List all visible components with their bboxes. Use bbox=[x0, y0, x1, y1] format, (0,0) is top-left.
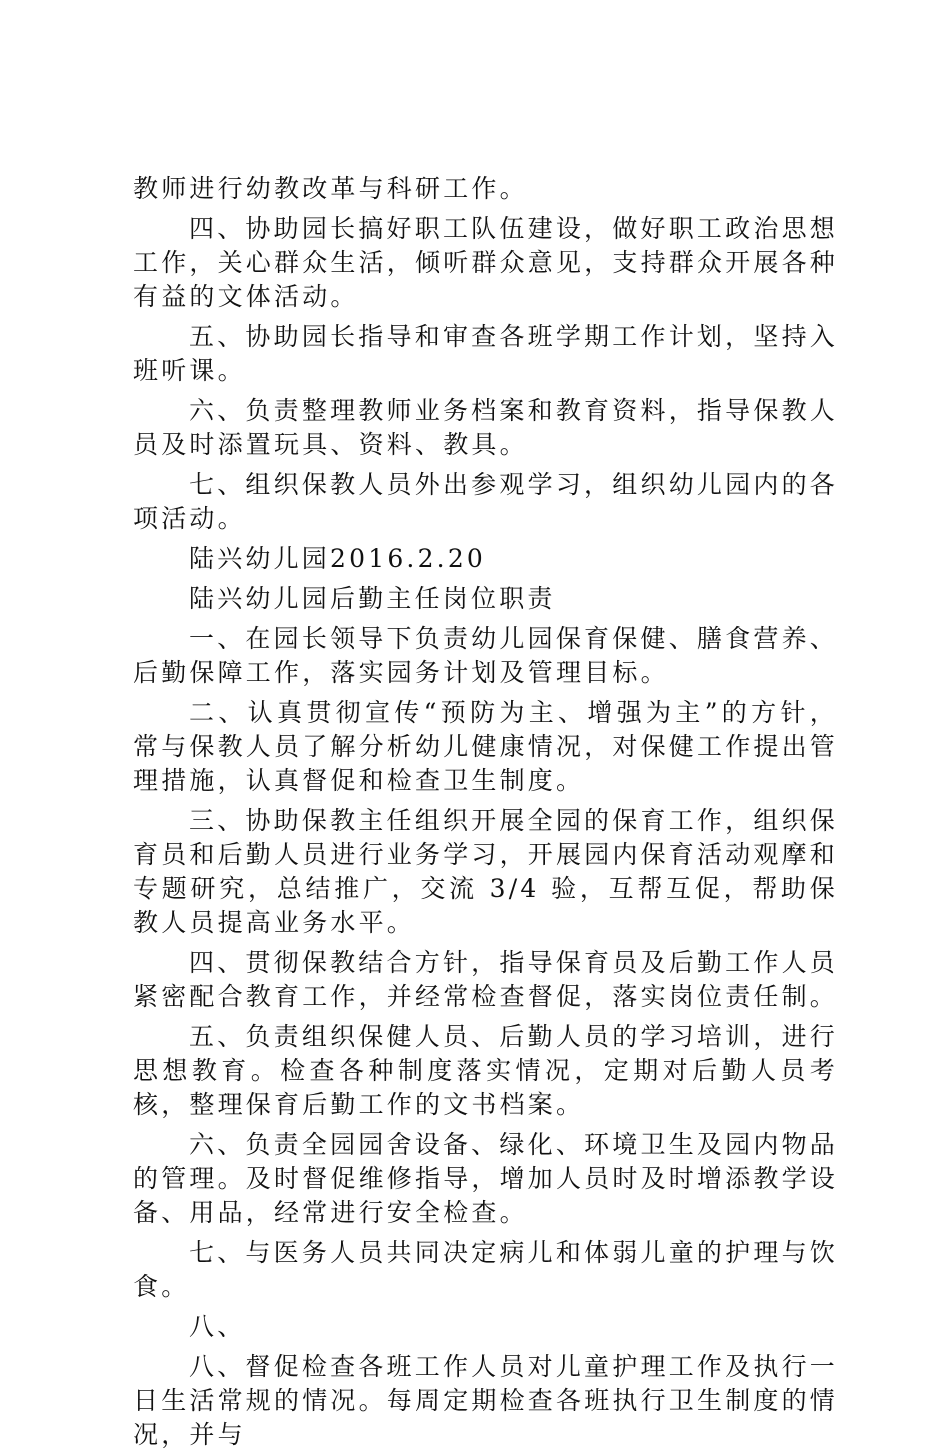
document-body bbox=[133, 172, 838, 1452]
duty-item-1: 一、在园长领导下负责幼儿园保育保健、膳食营养、后勤保障工作，落实园务计划及管理目标。 bbox=[133, 624, 838, 687]
paragraph-item-5: 五、协助园长指导和审查各班学期工作计划，坚持入班听课。 bbox=[133, 322, 838, 385]
duty-item-8-heading: 八、 bbox=[189, 1312, 246, 1341]
paragraph-item-6: 六、负责整理教师业务档案和教育资料，指导保教人员及时添置玩具、资料、教具。 bbox=[133, 396, 838, 459]
duty-item-6: 六、负责全园园舍设备、绿化、环境卫生及园内物品的管理。及时督促维修指导，增加人员时及时增添教学设备、用品，经常进行安全检查。 bbox=[133, 1130, 839, 1227]
section-title: 陆兴幼儿园后勤主任岗位职责 bbox=[189, 584, 556, 613]
duty-item-2: 二、认真贯彻宣传“预防为主、增强为主”的方针，常与保教人员了解分析幼儿健康情况，对保健工作提出管理措施，认真督促和检查卫生制度。 bbox=[133, 698, 839, 795]
paragraph-continuation: 教师进行幼教改革与科研工作。 bbox=[133, 174, 528, 203]
duty-item-8: 八、督促检查各班工作人员对儿童护理工作及执行一日生活常规的情况。每周定期检查各班执行卫生制度的情况，并与 bbox=[133, 1352, 839, 1449]
paragraph-item-7: 七、组织保教人员外出参观学习，组织幼儿园内的各项活动。 bbox=[133, 470, 838, 533]
duty-item-3: 三、协助保教主任组织开展全园的保育工作，组织保育员和后勤人员进行业务学习，开展园内保育活动观摩和专题研究，总结推广，交流 3/4 验，互帮互促，帮助保教人员提高业务水平。 bbox=[133, 806, 839, 937]
duty-item-7: 七、与医务人员共同决定病儿和体弱儿童的护理与饮食。 bbox=[133, 1238, 838, 1301]
duty-item-5: 五、负责组织保健人员、后勤人员的学习培训，进行思想教育。检查各种制度落实情况，定期对后勤人员考核，整理保育后勤工作的文书档案。 bbox=[133, 1022, 838, 1119]
duty-item-4: 四、贯彻保教结合方针，指导保育员及后勤工作人员紧密配合教育工作，并经常检查督促，落实岗位责任制。 bbox=[133, 948, 839, 1011]
signature-line: 陆兴幼儿园2016.2.20 bbox=[189, 544, 487, 573]
paragraph-item-4: 四、协助园长搞好职工队伍建设，做好职工政治思想工作，关心群众生活，倾听群众意见，支持群众开展各种有益的文体活动。 bbox=[133, 214, 839, 311]
